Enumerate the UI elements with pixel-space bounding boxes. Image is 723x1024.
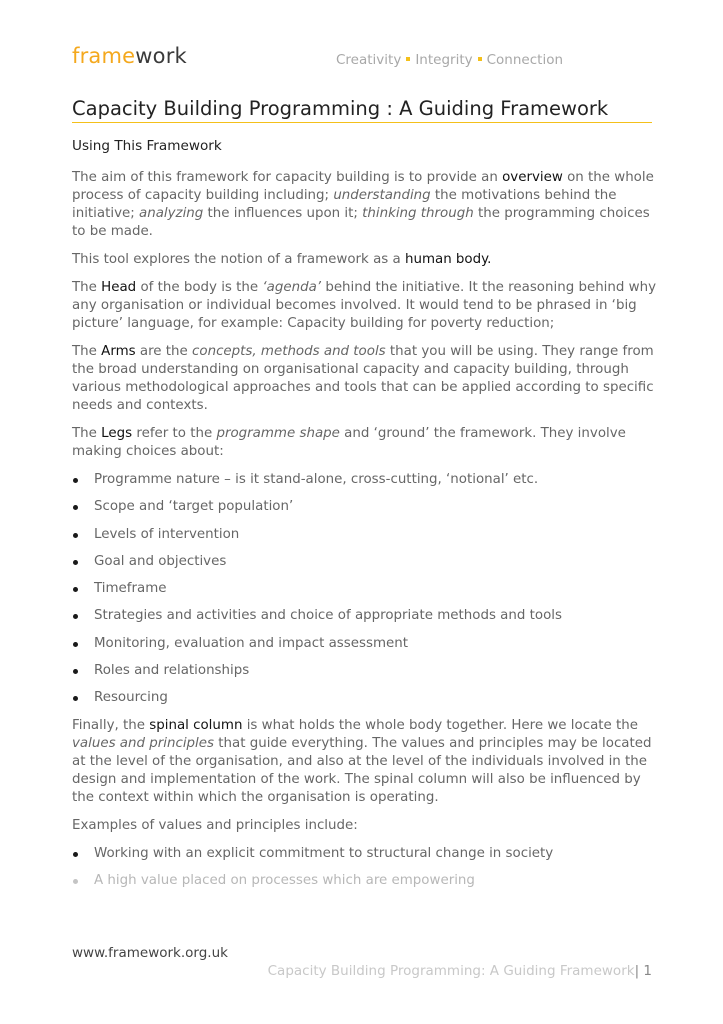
- tagline-separator-icon: [478, 57, 482, 61]
- list-item: Monitoring, evaluation and impact assessment: [72, 635, 662, 662]
- list-item: A high value placed on processes which are empowering: [72, 872, 662, 899]
- paragraph-human-body: This tool explores the notion of a framework as a human body.: [72, 252, 492, 267]
- tagline-integrity: Integrity: [415, 52, 473, 68]
- tagline-connection: Connection: [486, 52, 564, 68]
- logo-part-frame: frame: [72, 44, 136, 68]
- paragraph-arms: The Arms are the concepts, methods and tools that you will be using. They range from the broad understanding on organisational capacity and capacity building, through various methodological approaches and tools that can be applied according to specific needs and contexts.: [72, 344, 654, 413]
- list-item: Scope and ‘target population’: [72, 498, 662, 525]
- tagline-creativity: Creativity: [336, 52, 402, 68]
- keyword-arms: Arms: [101, 344, 136, 359]
- keyword-human-body: human body.: [404, 252, 492, 267]
- title-divider: [72, 122, 652, 123]
- list-item: Working with an explicit commitment to structural change in society: [72, 845, 662, 872]
- paragraph-examples: Examples of values and principles include:: [72, 817, 358, 833]
- logo-part-work: work: [135, 44, 187, 68]
- list-item: Programme nature – is it stand-alone, cross-cutting, ‘notional’ etc.: [72, 471, 662, 498]
- keyword-spinal-column: spinal column: [149, 717, 243, 733]
- list-item: Roles and relationships: [72, 662, 662, 689]
- values-list: [72, 845, 662, 900]
- keyword-overview: overview: [502, 170, 563, 185]
- list-item: Strategies and activities and choice of appropriate methods and tools: [72, 607, 662, 634]
- page-footer: [268, 963, 652, 979]
- section-heading: Using This Framework: [72, 138, 222, 154]
- page-title: Capacity Building Programming : A Guiding Framework: [72, 97, 609, 120]
- paragraph-head: The Head of the body is the ‘agenda’ behind the initiative. It the reasoning behind why any organisation or individual becomes involved. It would tend to be phrased in ‘big picture’ language, for example: Capacity building for poverty reduction;: [72, 280, 657, 331]
- list-item: Goal and objectives: [72, 553, 662, 580]
- tagline: [336, 52, 563, 68]
- paragraph-spinal-column: Finally, the spinal column is what holds the whole body together. Here we locate the values and principles that guide everything. The values and principles may be located at the level of the organisation, and also at the level of the individuals involved in the design and implementation of the work. The spinal column will also be influenced by the context within which the organisation is operating.: [72, 717, 652, 805]
- website-link[interactable]: www.framework.org.uk: [72, 945, 228, 961]
- body-content: [72, 169, 662, 899]
- keyword-legs: Legs: [101, 426, 133, 441]
- framework-logo[interactable]: [72, 44, 187, 68]
- keyword-head: Head: [101, 280, 137, 295]
- paragraph-legs: The Legs refer to the programme shape and ‘ground’ the framework. They involve making choices about:: [72, 426, 626, 459]
- list-item: Resourcing: [72, 689, 662, 716]
- legs-choices-list: [72, 471, 662, 717]
- page-number: | 1: [634, 963, 652, 979]
- paragraph-aim: The aim of this framework for capacity building is to provide an overview on the whole process of capacity building including; understanding the motivations behind the initiative; analyzing the influences upon it; thinking through the programming choices to be made.: [72, 170, 654, 239]
- list-item: Levels of intervention: [72, 526, 662, 553]
- list-item: Timeframe: [72, 580, 662, 607]
- footer-title: Capacity Building Programming: A Guiding Framework: [267, 963, 635, 979]
- tagline-separator-icon: [406, 57, 410, 61]
